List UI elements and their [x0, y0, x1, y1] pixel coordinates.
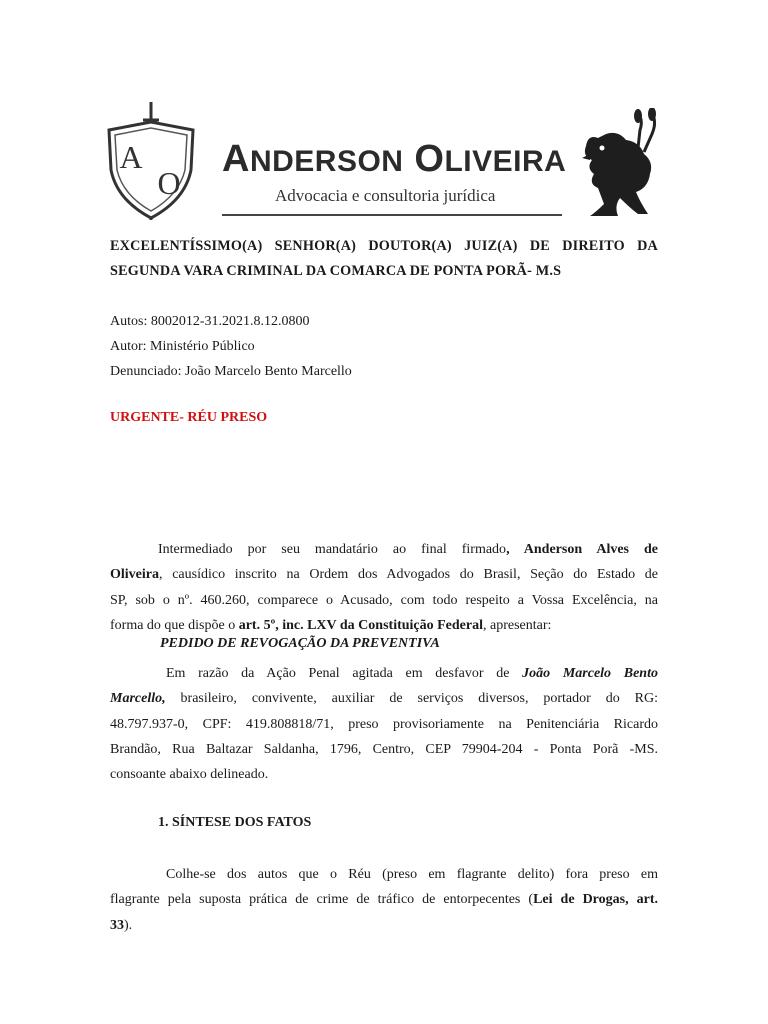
defendant-line-4: Brandão, Rua Baltazar Saldanha, 1796, Centro, CEP 79904-204 - Ponta Porã -MS.	[110, 741, 658, 757]
brand-divider	[222, 214, 562, 216]
intro-line-1: Intermediado por seu mandatário ao final firmado, Anderson Alves de	[158, 542, 658, 557]
court-address-heading	[110, 234, 658, 284]
brand-first-rest: NDERSON	[249, 145, 404, 178]
lion-emblem-icon	[578, 108, 662, 220]
defendant-line-3: 48.797.937-0, CPF: 419.808818/71, preso provisoriamente na Penitenciária Ricardo	[110, 716, 658, 732]
brand-tagline: Advocacia e consultoria jurídica	[275, 186, 496, 205]
request-title: PEDIDO DE REVOGAÇÃO DA PREVENTIVA	[160, 636, 440, 651]
section-1-title: 1. SÍNTESE DOS FATOS	[158, 815, 312, 830]
case-defendant: Denunciado: João Marcelo Bento Marcello	[110, 364, 352, 379]
logo-letter-o: O	[157, 165, 181, 201]
letterhead	[0, 0, 768, 230]
facts-paragraph	[110, 862, 658, 938]
defendant-line-1: Em razão da Ação Penal agitada em desfavor de João Marcelo Bento	[166, 666, 658, 681]
shield-logo-icon	[105, 100, 197, 222]
defendant-line-5: consoante abaixo delineado.	[110, 767, 269, 783]
defendant-paragraph	[110, 661, 658, 787]
case-plaintiff: Autor: Ministério Público	[110, 339, 255, 354]
logo-letter-a: A	[119, 139, 143, 175]
facts-line-1: Colhe-se dos autos que o Réu (preso em flagrante delito) fora preso em	[166, 867, 658, 882]
heading-line-1: EXCELENTÍSSIMO(A) SENHOR(A) DOUTOR(A) JUIZ(A) DE DIREITO DA	[110, 238, 658, 254]
intro-line-3: SP, sob o nº. 460.260, comparece o Acusado, com todo respeito a Vossa Excelência, na	[110, 592, 658, 608]
urgent-notice: URGENTE- RÉU PRESO	[110, 410, 268, 425]
facts-line-2: flagrante pela suposta prática de crime de tráfico de entorpecentes (Lei de Drogas, art.	[110, 892, 658, 908]
case-number: Autos: 8002012-31.2021.8.12.0800	[110, 314, 310, 329]
facts-line-3: 33).	[110, 917, 133, 933]
heading-line-2: SEGUNDA VARA CRIMINAL DA COMARCA DE PONTA PORÃ- M.S	[110, 263, 562, 279]
intro-paragraph	[110, 537, 658, 638]
intro-line-2: Oliveira, causídico inscrito na Ordem dos Advogados do Brasil, Seção do Estado de	[110, 567, 658, 583]
intro-line-4: forma do que dispõe o art. 5º, inc. LXV da Constituição Federal, apresentar:	[110, 617, 552, 633]
brand-name: ANDERSON OLIVEIRA	[222, 138, 567, 180]
defendant-line-2: Marcello, brasileiro, convivente, auxiliar de serviços diversos, portador do RG:	[110, 691, 658, 707]
